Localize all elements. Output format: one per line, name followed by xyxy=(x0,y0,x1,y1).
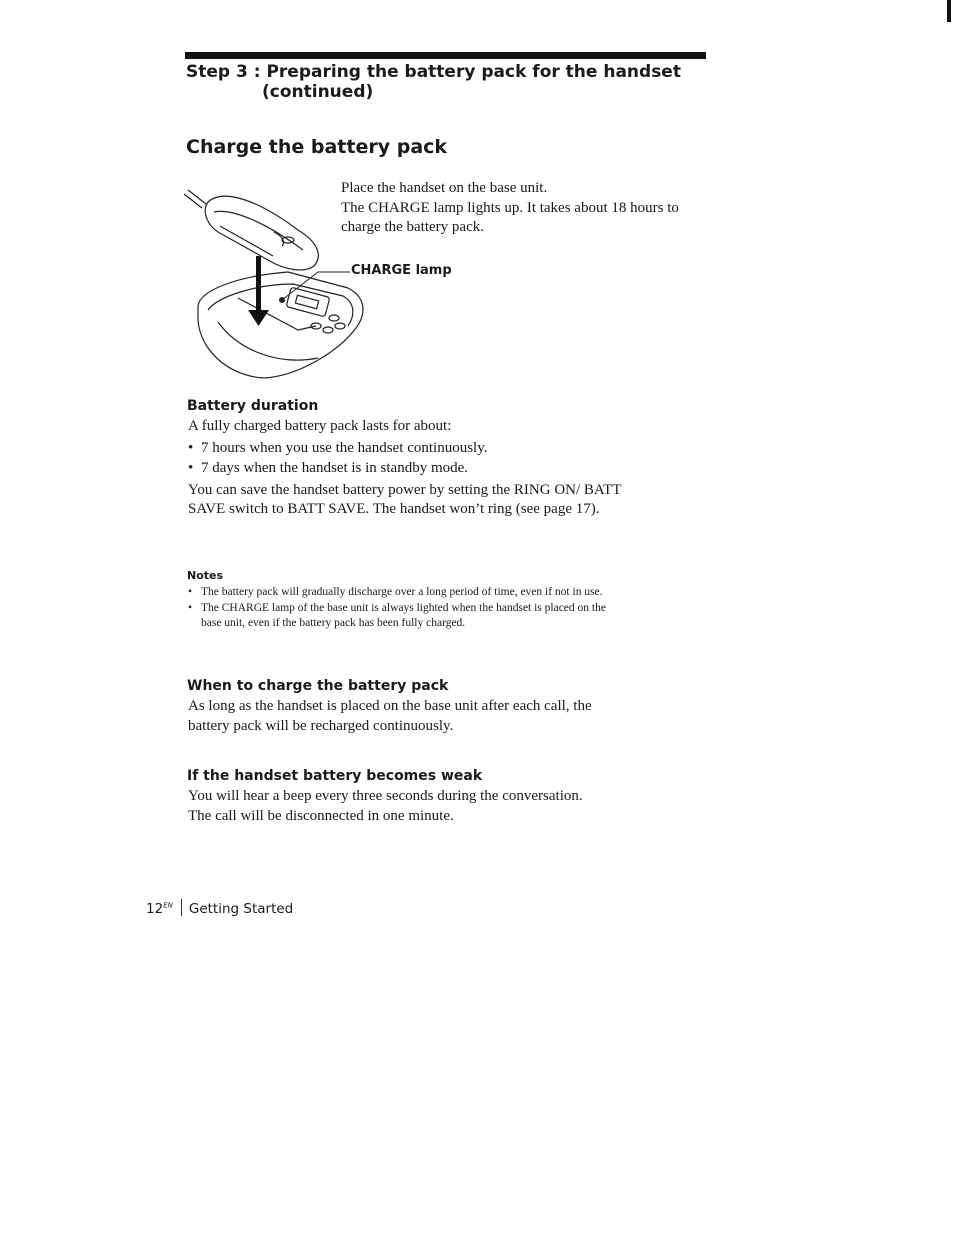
footer-section-name: Getting Started xyxy=(188,901,294,917)
weak-battery-line-1: You will hear a beep every three seconds during the conversation. xyxy=(188,788,583,804)
when-to-charge-heading: When to charge the battery pack xyxy=(187,678,449,694)
weak-battery-body xyxy=(188,787,628,826)
step-title-line2: (continued) xyxy=(262,82,374,102)
notes-list xyxy=(188,585,628,632)
when-to-charge-body xyxy=(188,697,628,736)
intro-text xyxy=(341,179,721,238)
page-number-value: 12 xyxy=(146,901,164,917)
weak-battery-line-2: The call will be disconnected in one minute. xyxy=(188,807,454,824)
step-title xyxy=(186,62,746,102)
charge-lamp-callout: CHARGE lamp xyxy=(351,263,452,278)
page-number-suffix: EN xyxy=(163,901,173,910)
note-item: • The CHARGE lamp of the base unit is always lighted when the handset is placed on the base unit, even if the battery pack has been fully charged. xyxy=(188,601,628,632)
battery-duration-text: You can save the handset battery power by setting the RING ON/ BATT SAVE switch to BATT SAVE. The handset won’t ring (see page 17). xyxy=(188,481,622,517)
charge-lamp-indicator xyxy=(279,297,285,303)
footer-divider xyxy=(181,899,182,916)
handset-base-illustration xyxy=(178,180,378,380)
list-item: • 7 days when the handset is in standby mode. xyxy=(188,459,628,479)
battery-duration-body xyxy=(188,417,628,520)
battery-duration-lead: A fully charged battery pack lasts for about: xyxy=(188,418,452,434)
page-edge-mark xyxy=(947,0,951,22)
weak-battery-heading: If the handset battery becomes weak xyxy=(187,768,483,784)
page-number xyxy=(146,901,173,917)
list-item: • 7 hours when you use the handset continuously. xyxy=(188,439,628,459)
intro-line-2: The CHARGE lamp lights up. It takes about 18 hours to charge the battery pack. xyxy=(341,199,679,235)
intro-line-1: Place the handset on the base unit. xyxy=(341,180,548,196)
section-title: Charge the battery pack xyxy=(186,136,448,158)
battery-duration-heading: Battery duration xyxy=(187,398,319,414)
page-footer xyxy=(146,896,293,917)
battery-duration-list xyxy=(188,439,628,479)
step-title-line1: Step 3 : Preparing the battery pack for the handset xyxy=(186,62,681,82)
notes-heading: Notes xyxy=(187,569,224,582)
note-item: • The battery pack will gradually discharge over a long period of time, even if not in use. xyxy=(188,585,628,601)
header-rule xyxy=(185,52,706,59)
when-to-charge-text: As long as the handset is placed on the base unit after each call, the battery pack will be recharged continuously. xyxy=(188,698,592,734)
